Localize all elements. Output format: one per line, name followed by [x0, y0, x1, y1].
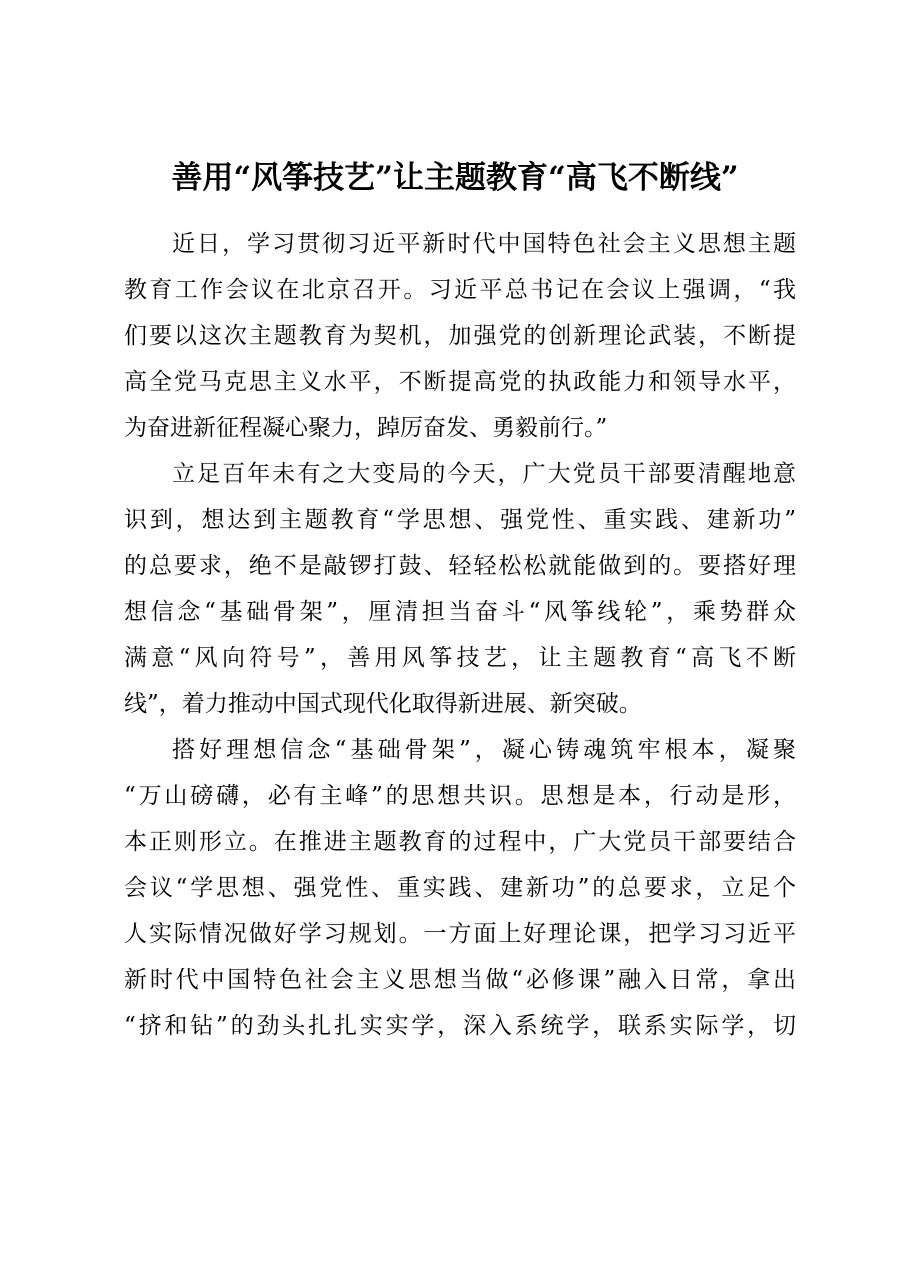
text-line: 想信念“基础骨架”，厘清担当奋斗“风筝线轮”，乘势群众 [124, 599, 796, 625]
text-line: 教育工作会议在北京召开。习近平总书记在会议上强调，“我 [124, 277, 796, 303]
text-line: 搭好理想信念“基础骨架”，凝心铸魂筑牢根本，凝聚 [172, 737, 796, 763]
text-line: “万山磅礴，必有主峰”的思想共识。思想是本，行动是形， [124, 783, 796, 809]
text-line: 会议“学思想、强党性、重实践、建新功”的总要求，立足个 [124, 875, 796, 901]
text-line: 新时代中国特色社会主义思想当做“必修课”融入日常，拿出 [124, 967, 796, 993]
document-title: 善用“风筝技艺”让主题教育“高飞不断线” [171, 160, 739, 196]
text-line: 人实际情况做好学习规划。一方面上好理论课，把学习习近平 [124, 921, 796, 947]
text-line: 立足百年未有之大变局的今天，广大党员干部要清醒地意 [172, 461, 796, 487]
text-line: 为奋进新征程凝心聚力，踔厉奋发、勇毅前行。” [124, 415, 608, 441]
paragraph-2 [124, 451, 796, 727]
text-line: 们要以这次主题教育为契机，加强党的创新理论武装，不断提 [124, 323, 796, 349]
paragraph-1 [124, 221, 796, 451]
text-line: 满意“风向符号”，善用风筝技艺，让主题教育“高飞不断 [124, 645, 796, 671]
document-body [124, 221, 796, 1049]
text-line: 识到，想达到主题教育“学思想、强党性、重实践、建新功” [124, 507, 796, 533]
paragraph-3 [124, 727, 796, 1049]
text-line: 本正则形立。在推进主题教育的过程中，广大党员干部要结合 [124, 829, 796, 855]
text-line: 的总要求，绝不是敲锣打鼓、轻轻松松就能做到的。要搭好理 [124, 553, 796, 579]
text-line: “挤和钻”的劲头扎扎实实学，深入系统学，联系实际学，切 [124, 1013, 796, 1039]
text-line: 线”，着力推动中国式现代化取得新进展、新突破。 [124, 691, 642, 717]
text-line: 近日，学习贯彻习近平新时代中国特色社会主义思想主题 [172, 231, 796, 257]
text-line: 高全党马克思主义水平，不断提高党的执政能力和领导水平， [124, 369, 796, 395]
